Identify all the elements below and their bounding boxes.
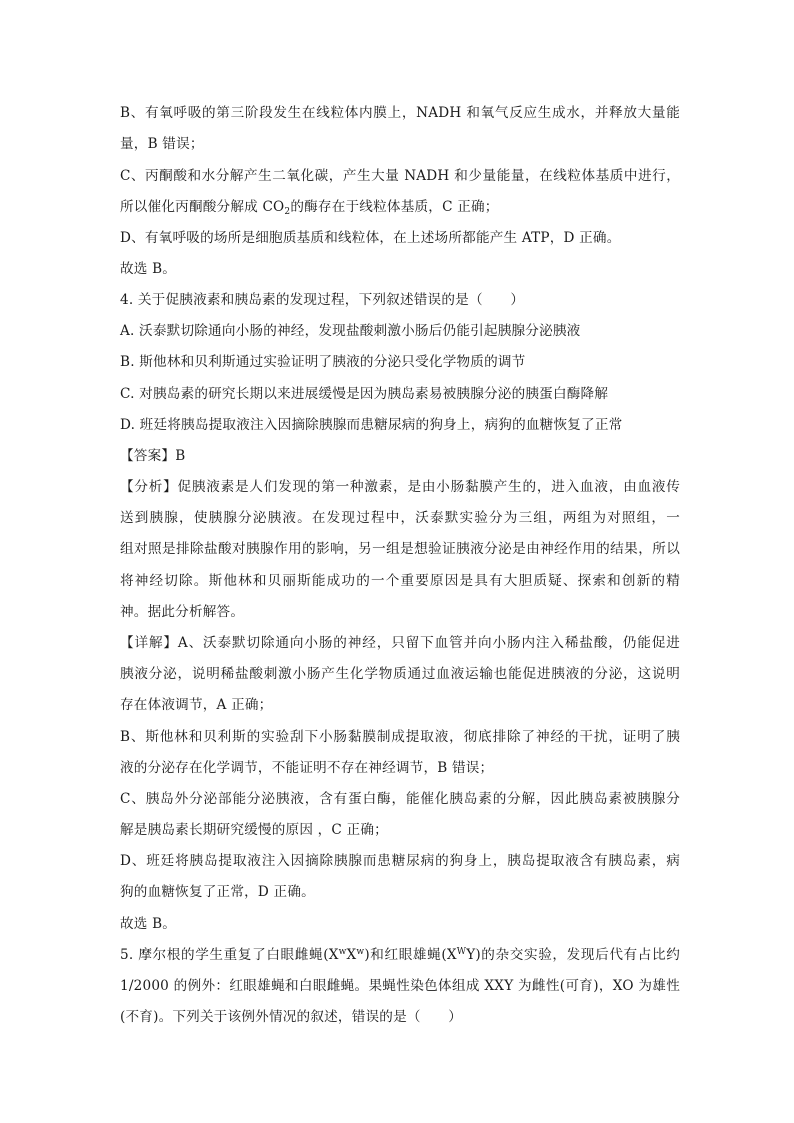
q5-sup-3: W: [456, 947, 467, 957]
q5-text-c: )和红眼雄蝇(X: [364, 947, 457, 963]
detail-line7: 解是胰岛素长期研究缓慢的原因 ，C 正确；: [120, 822, 388, 838]
q5-text-b: X: [346, 947, 357, 963]
answer-value: B: [175, 448, 186, 464]
explanation-c-text-pre: 所以催化丙酮酸分解成 CO: [120, 199, 285, 215]
analysis-line1: [120, 477, 680, 497]
analysis-line3: 组对照是排除盐酸对胰腺作用的影响，另一组是想验证胰液分泌是由神经作用的结果，所以: [120, 541, 680, 557]
question4-stem: 4. 关于促胰液素和胰岛素的发现过程，下列叙述错误的是（ ）: [120, 292, 525, 308]
explanation-c-line1: C、丙酮酸和水分解产生二氧化碳，产生大量 NADH 和少量能量，在线粒体基质中进行，: [120, 168, 680, 184]
q5-sup-2: w: [356, 947, 365, 957]
detail-line4: B、斯他林和贝利斯的实验刮下小肠黏膜制成提取液，彻底排除了神经的干扰，证明了胰: [120, 729, 680, 745]
analysis-line4: 将神经切除。斯他林和贝丽斯能成功的一个重要原因是具有大胆质疑、探索和创新的精: [120, 573, 680, 589]
detail-tag: 【详解】: [120, 635, 178, 651]
detail-text-1: A、沃泰默切除通向小肠的神经，只留下血管并向小肠内注入稀盐酸，仍能促进: [177, 635, 680, 651]
question4-option-b: B. 斯他林和贝利斯通过实验证明了胰液的分泌只受化学物质的调节: [120, 354, 526, 370]
explanation-c-text-post: 的酶存在于线粒体基质，C 正确；: [290, 199, 499, 215]
analysis-tag: 【分析】: [120, 479, 178, 495]
q5-text-d: Y)的杂交实验，发现后代有占比约: [466, 947, 681, 963]
explanation-choose: 故选 B。: [120, 261, 177, 277]
question5-line2: 1/2000 的例外：红眼雄蝇和白眼雌蝇。果蝇性染色体组成 XXY 为雌性(可育)，XO 为雄性: [120, 978, 680, 994]
explanation-d-line1: D、有氧呼吸的场所是细胞质基质和线粒体，在上述场所都能产生 ATP，D 正确。: [120, 230, 621, 246]
detail-line2: 胰液分泌，说明稀盐酸刺激小肠产生化学物质通过血液运输也能促进胰液的分泌，这说明: [120, 666, 680, 682]
question5-line3: (不育)。下列关于该例外情况的叙述，错误的是（ ）: [120, 1009, 463, 1025]
question4-option-a: A. 沃泰默切除通向小肠的神经，发现盐酸刺激小肠后仍能引起胰腺分泌胰液: [120, 323, 581, 339]
co2-subscript: 2: [284, 207, 291, 217]
answer-tag: 【答案】: [120, 448, 176, 464]
detail-line6: C、胰岛外分泌部能分泌胰液，含有蛋白酶，能催化胰岛素的分解，因此胰岛素被胰腺分: [120, 791, 680, 807]
explanation-c-line2: [120, 197, 680, 217]
detail-line9: 狗的血糖恢复了正常，D 正确。: [120, 884, 315, 900]
detail-line1: [120, 633, 680, 653]
question4-option-d: D. 班廷将胰岛提取液注入因摘除胰腺而患糖尿病的狗身上，病狗的血糖恢复了正常: [120, 417, 623, 433]
detail-line3: 存在体液调节，A 正确；: [120, 697, 273, 713]
analysis-line2: 送到胰腺，使胰腺分泌胰液。在发现过程中，沃泰默实验分为三组，两组为对照组，一: [120, 510, 680, 526]
q5-text-a: 5. 摩尔根的学生重复了白眼雌蝇(X: [120, 947, 339, 963]
q5-sup-1: w: [338, 947, 347, 957]
analysis-line5: 神。据此分析解答。: [120, 604, 245, 620]
detail-line8: D、班廷将胰岛提取液注入因摘除胰腺而患糖尿病的狗身上，胰岛提取液含有胰岛素，病: [120, 853, 680, 869]
explanation-b-line2: 量，B 错误；: [120, 136, 204, 152]
question4-answer: [120, 446, 680, 466]
detail-line5: 液的分泌存在化学调节，不能证明不存在神经调节，B 错误；: [120, 760, 494, 776]
question4-option-c: C. 对胰岛素的研究长期以来进展缓慢是因为胰岛素易被胰腺分泌的胰蛋白酶降解: [120, 386, 609, 402]
explanation-b-line1: B、有氧呼吸的第三阶段发生在线粒体内膜上，NADH 和氧气反应生成水，并释放大量能: [120, 105, 680, 121]
question5-line1: [120, 945, 680, 965]
question4-choose: 故选 B。: [120, 916, 177, 932]
analysis-text-1: 促胰液素是人们发现的第一种激素，是由小肠黏膜产生的，进入血液，由血液传: [177, 479, 680, 495]
